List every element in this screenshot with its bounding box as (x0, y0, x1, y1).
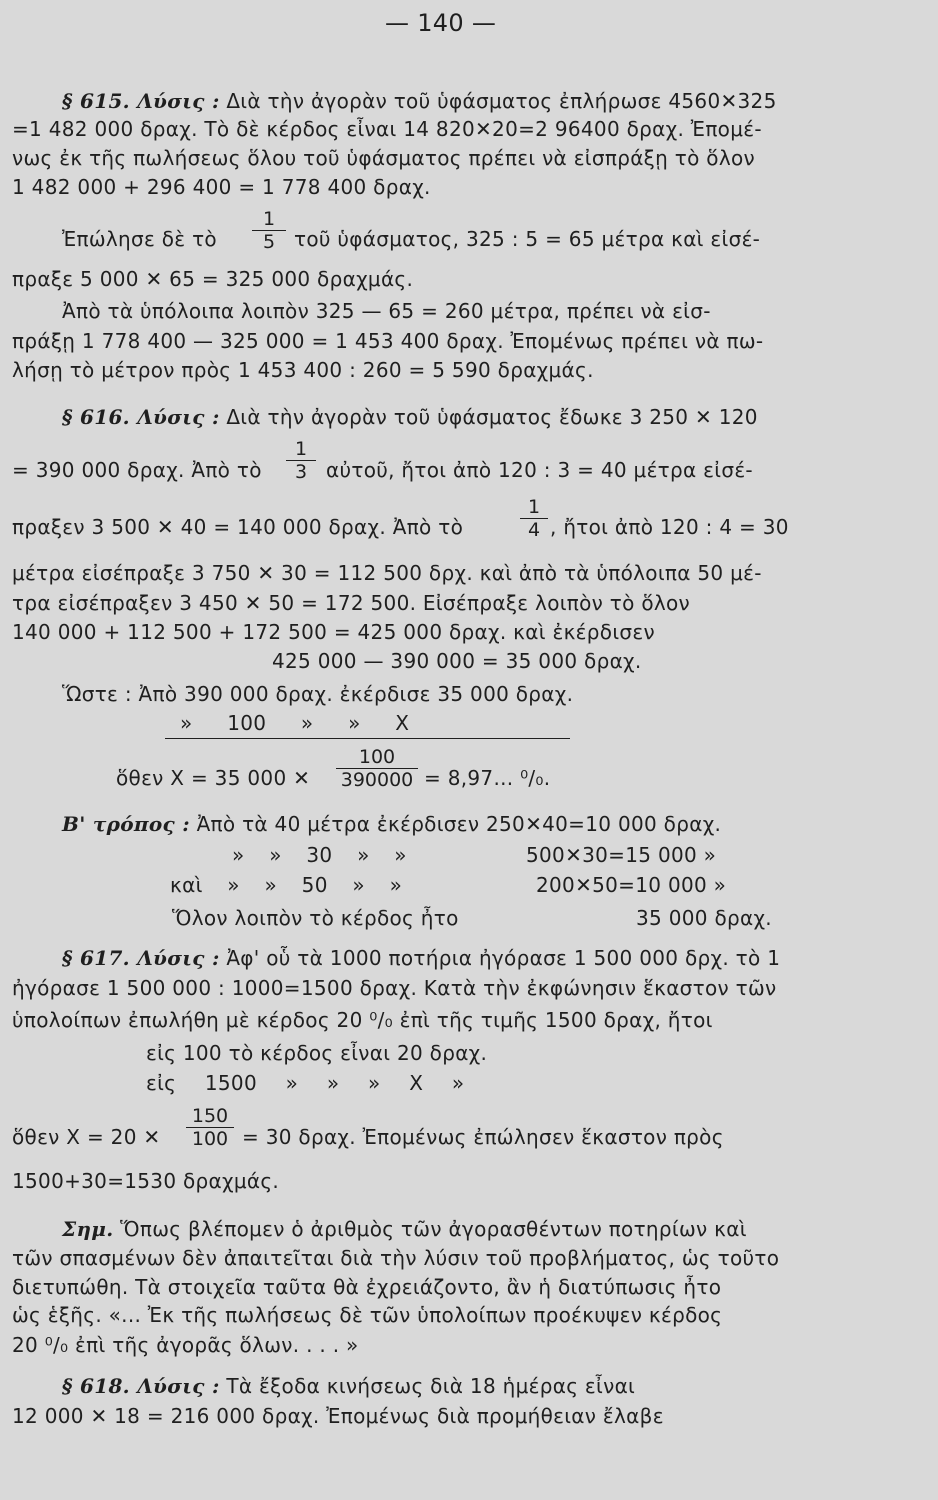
section-616-method-b-line-1 (62, 811, 721, 837)
fraction-denominator: 100 (191, 1128, 229, 1150)
fraction-denominator: 4 (527, 519, 541, 541)
note-line-2: τῶν σπασμένων δὲν ἀπαιτεῖται διὰ τὴν λύσιν τοῦ προβλήματος, ὡς τοῦτο (12, 1246, 780, 1270)
section-615-line-7: Ἀπὸ τὰ ὑπόλοιπα λοιπὸν 325 — 65 = 260 μέτρα, πρέπει νὰ εἰσ- (62, 299, 711, 323)
section-617-line-7: 1500+30=1530 δραχμάς. (12, 1169, 280, 1193)
section-615-line-3: νως ἐκ τῆς πωλήσεως ὅλου τοῦ ὑφάσματος πρέπει νὰ εἰσπράξῃ τὸ ὅλον (12, 146, 755, 170)
section-617-line-6b: = 30 δραχ. Ἐπομένως ἐπώλησεν ἕκαστον πρὸς (242, 1125, 724, 1149)
fraction-denominator: 3 (294, 461, 308, 483)
proportion-rule (165, 738, 570, 739)
section-615-label: § 615. Λύσις : (62, 89, 220, 113)
section-616-line-1 (62, 404, 758, 430)
section-616-line-6: 140 000 + 112 500 + 172 500 = 425 000 δραχ. καὶ ἐκέρδισεν (12, 620, 655, 644)
section-616-method-b-line-3b: 200✕50=10 000 » (536, 873, 727, 897)
fraction-numerator: 100 (358, 746, 396, 768)
section-617-line-1 (62, 945, 780, 971)
page-number: — 140 — (385, 9, 497, 37)
fraction-150-over-100 (186, 1105, 234, 1150)
section-616-line-10a: ὅθεν X = 35 000 ✕ (116, 766, 311, 790)
section-615-line-4: 1 482 000 + 296 400 = 1 778 400 δραχ. (12, 175, 431, 199)
section-616-line-3b: , ἤτοι ἀπὸ 120 : 4 = 30 (550, 515, 789, 539)
fraction-numerator: 1 (262, 208, 276, 230)
section-616-line-9: » 100 » » X (180, 711, 410, 735)
fraction-denominator: 390000 (340, 769, 414, 791)
section-618-line-1 (62, 1373, 635, 1399)
section-617-line-4: εἰς 100 τὸ κέρδος εἶναι 20 δραχ. (146, 1041, 488, 1065)
section-618-text: Τὰ ἔξοδα κινήσεως διὰ 18 ἡμέρας εἶναι (226, 1374, 636, 1398)
section-615-text: Διὰ τὴν ἀγορὰν τοῦ ὑφάσματος ἐπλήρωσε 4560✕325 (226, 89, 777, 113)
note-line-3: διετυπώθη. Τὰ στοιχεῖα ταῦτα θὰ ἐχρειάζοντο, ἂν ἡ διατύπωσις ἦτο (12, 1275, 722, 1299)
method-b-label: Β' τρόπος : (62, 812, 190, 836)
section-616-method-b-line-2a: » » 30 » » (232, 843, 407, 867)
section-617-line-2: ἠγόρασε 1 500 000 : 1000=1500 δραχ. Κατὰ τὴν ἐκφώνησιν ἕκαστον τῶν (12, 976, 777, 1000)
section-616-line-2b: αὐτοῦ, ἤτοι ἀπὸ 120 : 3 = 40 μέτρα εἰσέ- (326, 458, 753, 482)
fraction-numerator: 1 (527, 496, 541, 518)
section-617-label: § 617. Λύσις : (62, 946, 220, 970)
section-616-method-b-line-4b: 35 000 δραχ. (636, 906, 772, 930)
note-line-1 (62, 1216, 747, 1242)
fraction-numerator: 1 (294, 438, 308, 460)
section-615-line-5b: τοῦ ὑφάσματος, 325 : 5 = 65 μέτρα καὶ εἰσέ- (294, 227, 761, 251)
section-616-label: § 616. Λύσις : (62, 405, 220, 429)
fraction-numerator: 150 (191, 1105, 229, 1127)
section-618-label: § 618. Λύσις : (62, 1374, 220, 1398)
section-615-line-9: λήσῃ τὸ μέτρον πρὸς 1 453 400 : 260 = 5 590 δραχμάς. (12, 358, 594, 382)
fraction-one-third (286, 438, 316, 483)
section-616-line-8: Ὥστε : Ἀπὸ 390 000 δραχ. ἐκέρδισε 35 000 δραχ. (62, 682, 574, 706)
section-616-line-7: 425 000 — 390 000 = 35 000 δραχ. (272, 649, 642, 673)
fraction-100-over-390000 (336, 746, 418, 791)
section-616-line-4: μέτρα εἰσέπραξε 3 750 ✕ 30 = 112 500 δρχ. καὶ ἀπὸ τὰ ὑπόλοιπα 50 μέ- (12, 561, 762, 585)
section-616-method-b-line-3a: καὶ » » 50 » » (170, 873, 403, 897)
section-617-line-3: ὑπολοίπων ἐπωλήθη μὲ κέρδος 20 ⁰/₀ ἐπὶ τῆς τιμῆς 1500 δραχ, ἤτοι (12, 1008, 713, 1032)
section-616-method-b-line-4a: Ὅλον λοιπὸν τὸ κέρδος ἦτο (172, 906, 459, 930)
section-617-text: Ἀφ' οὗ τὰ 1000 ποτήρια ἠγόρασε 1 500 000 δρχ. τὸ 1 (226, 946, 781, 970)
section-616-text: Διὰ τὴν ἀγορὰν τοῦ ὑφάσματος ἔδωκε 3 250 ✕ 120 (226, 405, 758, 429)
section-617-line-5: εἰς 1500 » » » X » (146, 1071, 465, 1095)
note-text: Ὅπως βλέπομεν ὁ ἀριθμὸς τῶν ἀγορασθέντων ποτηρίων καὶ (120, 1217, 747, 1241)
fraction-denominator: 5 (262, 231, 276, 253)
section-616-line-3a: πραξεν 3 500 ✕ 40 = 140 000 δραχ. Ἀπὸ τὸ (12, 515, 464, 539)
note-label: Σημ. (62, 1217, 114, 1241)
fraction-one-fourth (520, 496, 548, 541)
note-line-5: 20 ⁰/₀ ἐπὶ τῆς ἀγορᾶς ὅλων. . . . » (12, 1333, 359, 1357)
section-616-line-10b: = 8,97... ⁰/₀. (424, 766, 551, 790)
section-616-line-5: τρα εἰσέπραξεν 3 450 ✕ 50 = 172 500. Εἰσέπραξε λοιπὸν τὸ ὅλον (12, 591, 691, 615)
section-615-line-5a: Ἐπώλησε δὲ τὸ (62, 227, 217, 251)
section-616-method-b-line-2b: 500✕30=15 000 » (526, 843, 717, 867)
section-617-line-6a: ὅθεν X = 20 ✕ (12, 1125, 161, 1149)
section-615-line-8: πράξῃ 1 778 400 — 325 000 = 1 453 400 δραχ. Ἐπομένως πρέπει νὰ πω- (12, 329, 764, 353)
section-615-line-6: πραξε 5 000 ✕ 65 = 325 000 δραχμάς. (12, 267, 414, 291)
note-line-4: ὡς ἑξῆς. «... Ἐκ τῆς πωλήσεως δὲ τῶν ὑπολοίπων προέκυψεν κέρδος (12, 1303, 723, 1327)
section-615-line-2: =1 482 000 δραχ. Τὸ δὲ κέρδος εἶναι 14 820✕20=2 96400 δραχ. Ἐπομέ- (12, 117, 762, 141)
method-b-text: Ἀπὸ τὰ 40 μέτρα ἐκέρδισεν 250✕40=10 000 δραχ. (196, 812, 722, 836)
fraction-one-fifth (252, 208, 286, 253)
section-616-line-2a: = 390 000 δραχ. Ἀπὸ τὸ (12, 458, 262, 482)
section-618-line-2: 12 000 ✕ 18 = 216 000 δραχ. Ἐπομένως διὰ προμήθειαν ἔλαβε (12, 1404, 664, 1428)
section-615-line-1 (62, 88, 777, 114)
